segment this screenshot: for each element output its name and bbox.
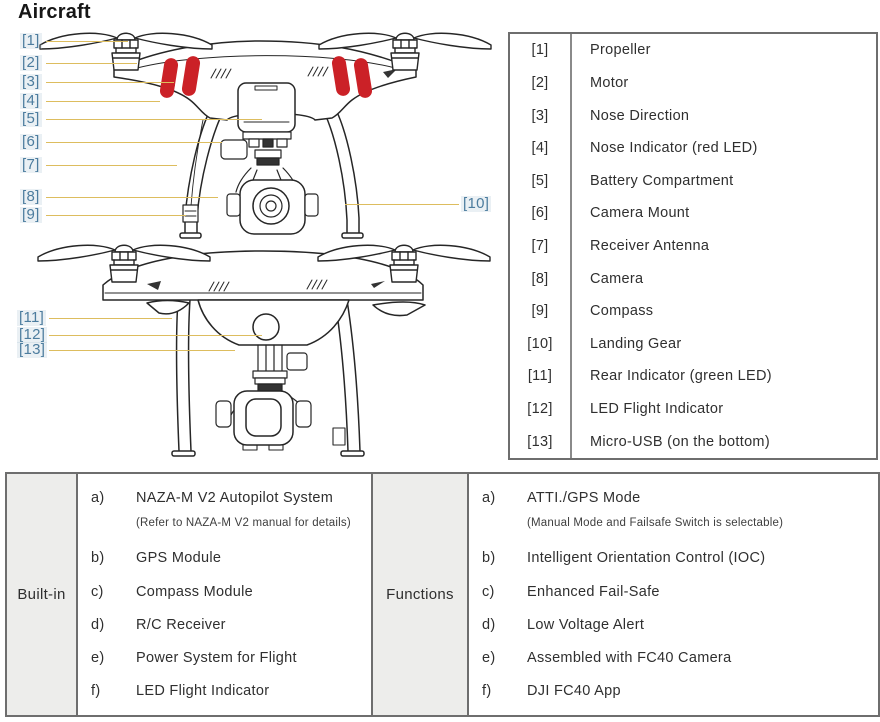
part-label: Battery Compartment <box>590 172 734 189</box>
spec-item <box>482 682 874 701</box>
leader-line <box>46 119 262 120</box>
part-label: LED Flight Indicator <box>590 401 724 417</box>
item-text: DJI FC40 App <box>527 683 621 700</box>
built-in-items <box>78 474 373 715</box>
leader-line <box>49 335 262 336</box>
table-row <box>510 360 876 393</box>
callout-tag-9: [9] <box>22 206 40 223</box>
item-letter: e) <box>91 650 105 667</box>
leader-line <box>46 82 174 83</box>
leader-line <box>49 318 172 319</box>
leader-line <box>46 41 128 42</box>
leader-line <box>49 350 235 351</box>
table-row <box>510 34 876 67</box>
item-text: Assembled with FC40 Camera <box>527 650 732 667</box>
callout-tag-12: [12] <box>19 326 46 343</box>
part-number: [8] <box>510 262 572 295</box>
part-number: [10] <box>510 327 572 360</box>
item-letter: d) <box>482 616 496 633</box>
callout-tag-3: [3] <box>22 73 40 90</box>
item-text: LED Flight Indicator <box>136 683 270 700</box>
part-label: Camera Mount <box>590 205 690 222</box>
spec-item <box>91 648 367 667</box>
item-text: Enhanced Fail-Safe <box>527 583 660 600</box>
part-number: [7] <box>510 230 572 263</box>
spec-item <box>91 488 367 507</box>
table-row <box>510 164 876 197</box>
spec-item <box>91 682 367 701</box>
callout-tag-1: [1] <box>22 32 40 49</box>
table-row <box>510 132 876 165</box>
item-text: Compass Module <box>136 583 254 600</box>
page-title: Aircraft <box>18 1 91 23</box>
built-in-header-cell: Built-in <box>7 474 78 715</box>
part-number: [1] <box>510 34 572 67</box>
table-row <box>510 425 876 458</box>
part-number: [9] <box>510 295 572 328</box>
leader-line <box>46 215 186 216</box>
item-letter: a) <box>91 489 105 506</box>
part-label: Compass <box>590 303 654 320</box>
item-text: GPS Module <box>136 550 222 567</box>
spec-item <box>91 615 367 634</box>
leader-line <box>46 101 160 102</box>
spec-item <box>482 582 874 601</box>
callout-tag-5: [5] <box>22 110 40 127</box>
spec-item <box>482 488 874 507</box>
table-row <box>510 327 876 360</box>
table-row <box>510 393 876 426</box>
part-label: Nose Indicator (red LED) <box>590 140 758 157</box>
item-letter: f) <box>91 683 101 700</box>
callout-tag-8: [8] <box>22 188 40 205</box>
part-number: [12] <box>510 393 572 426</box>
leader-line <box>46 197 218 198</box>
aircraft-front-view-illustration <box>15 28 495 243</box>
spec-item <box>91 582 367 601</box>
functions-items <box>469 474 878 715</box>
compass-module <box>183 205 198 222</box>
callout-tag-10: [10] <box>463 195 490 212</box>
table-row <box>510 99 876 132</box>
part-number: [4] <box>510 132 572 165</box>
item-letter: a) <box>482 489 496 506</box>
part-label: Receiver Antenna <box>590 237 710 254</box>
item-text: ATTI./GPS Mode <box>527 489 641 506</box>
item-note: (Refer to NAZA-M V2 manual for details) <box>136 517 351 530</box>
item-letter: c) <box>482 583 495 600</box>
table-row <box>510 67 876 100</box>
camera-rear <box>216 391 311 450</box>
leader-line <box>345 204 459 205</box>
item-text: Intelligent Orientation Control (IOC) <box>527 550 766 567</box>
item-letter: e) <box>482 650 496 667</box>
rear-indicator-right <box>373 302 425 316</box>
leader-line <box>46 165 177 166</box>
callout-tag-11: [11] <box>19 309 45 326</box>
table-row <box>510 230 876 263</box>
callout-tag-2: [2] <box>22 54 40 71</box>
camera <box>227 180 318 234</box>
specs-table <box>5 472 880 717</box>
callout-tag-13: [13] <box>19 341 46 358</box>
callout-tag-7: [7] <box>22 156 40 173</box>
aircraft-diagram <box>0 0 505 470</box>
spec-item <box>91 549 367 568</box>
part-label: Landing Gear <box>590 335 682 352</box>
table-row <box>510 295 876 328</box>
item-note: (Manual Mode and Failsafe Switch is selectable) <box>527 517 784 530</box>
part-label: Camera <box>590 270 644 287</box>
part-number: [3] <box>510 99 572 132</box>
leader-line <box>46 63 137 64</box>
item-letter: b) <box>482 550 496 567</box>
functions-header-cell: Functions <box>373 474 469 715</box>
aircraft-rear-view-illustration <box>15 243 495 470</box>
spec-item <box>482 615 874 634</box>
part-number: [13] <box>510 425 572 458</box>
part-label: Propeller <box>590 42 651 59</box>
item-letter: f) <box>482 683 492 700</box>
part-number: [11] <box>510 360 572 393</box>
battery-compartment <box>238 83 295 132</box>
item-letter: b) <box>91 550 105 567</box>
part-number: [6] <box>510 197 572 230</box>
part-number: [5] <box>510 164 572 197</box>
item-text: R/C Receiver <box>136 616 226 633</box>
callout-tag-4: [4] <box>22 92 40 109</box>
part-label: Motor <box>590 74 629 91</box>
spec-item <box>482 648 874 667</box>
item-letter: d) <box>91 616 105 633</box>
table-row <box>510 262 876 295</box>
part-label: Nose Direction <box>590 107 690 124</box>
item-letter: c) <box>91 583 104 600</box>
table-row <box>510 197 876 230</box>
part-label: Rear Indicator (green LED) <box>590 368 772 385</box>
item-text: Power System for Flight <box>136 650 297 667</box>
item-text: NAZA-M V2 Autopilot System <box>136 489 334 506</box>
callout-tag-6: [6] <box>22 133 40 150</box>
rear-indicator-left <box>147 301 189 314</box>
spec-item <box>482 549 874 568</box>
parts-legend-table <box>508 32 878 460</box>
item-text: Low Voltage Alert <box>527 616 645 633</box>
part-label: Micro-USB (on the bottom) <box>590 433 770 450</box>
part-number: [2] <box>510 67 572 100</box>
leader-line <box>46 142 222 143</box>
